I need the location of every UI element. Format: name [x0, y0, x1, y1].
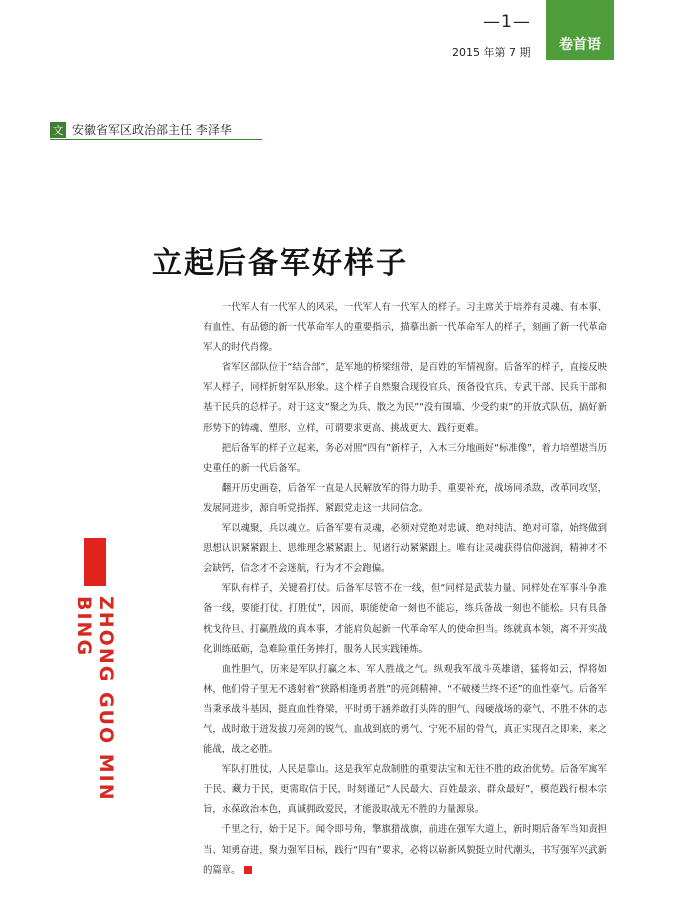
- paragraph: 省军区部队位于“结合部”，是军地的桥梁纽带，是百姓的军情视窗。后备军的样子，直接反映军人样子，同样折射军队形象。这个样子自然聚合现役官兵、预备役官兵、专武干部、民兵干部和基干民兵的总样子。对于这支“聚之为兵、散之为民”“没有围墙、少受约束”的开放式队伍，搞好新形势下的铸魂、塑形、立样，可谓要求更高、挑战更大、践行更难。: [203, 362, 607, 434]
- paragraph: 一代军人有一代军人的风采，一代军人有一代军人的样子。习主席关于培养有灵魂、有本事、有血性、有品德的新一代革命军人的重要指示，描摹出新一代革命军人的样子，刻画了新一代革命军人的时代肖像。: [203, 302, 607, 354]
- side-red-block: [84, 538, 106, 586]
- paragraph: 军以魂聚，兵以魂立。后备军要有灵魂，必须对党绝对忠诚、绝对纯洁、绝对可靠，始终做到思想认识紧紧跟上、思维理念紧紧跟上、见诸行动紧紧跟上。唯有让灵魂获得信仰滋润，精神才不会缺钙，信念才不会迷航，行为才不会跑偏。: [203, 523, 607, 575]
- column-label: 卷首语: [559, 37, 601, 53]
- paragraph-text: 千里之行，始于足下。闻令即号角，擎旗猎战旗，前进在强军大道上，新时期后备军当知责担当、知勇奋进，聚力强军目标，践行“四有”要求，必将以崭新风貌挺立时代潮头，书写强军兴武新的篇章。: [203, 824, 607, 876]
- page-number: —1—: [483, 12, 531, 32]
- paragraph-last: [203, 820, 607, 880]
- paragraph: 把后备军的样子立起来，务必对照“四有”新样子，入木三分地画好“标准像”，着力培塑堪当历史重任的新一代后备军。: [203, 442, 607, 474]
- article-body: [203, 298, 607, 881]
- paragraph: 血性胆气，历来是军队打赢之本、军人胜战之气。纵观我军战斗英雄谱，猛将如云，悍将如林，他们骨子里无不透射着“狭路相逢勇者胜”的亮剑精神、“不破楼兰终不还”的血性豪气。后备军当秉承战斗基因，挺直血性脊梁，平时勇于涵养敢打头阵的胆气、闯硬战场的豪气、不胜不休的志气，战时敢于迸发拔刀亮剑的锐气、血战到底的勇气、宁死不屈的骨气，真正实现召之即来，来之能战，战之必胜。: [203, 663, 607, 756]
- magazine-side-label: [73, 538, 117, 840]
- paragraph: 翻开历史画卷，后备军一直是人民解放军的得力助手、重要补充，战场同杀敌，改革同攻坚，发展同进步，源自听党指挥、紧跟党走这一共同信念。: [203, 482, 607, 514]
- column-tab: [546, 0, 614, 60]
- author-mark-icon: 文: [50, 122, 66, 138]
- end-mark-icon: [244, 866, 252, 874]
- paragraph: 军队打胜仗，人民是靠山。这是我军克敌制胜的重要法宝和无往不胜的政治优势。后备军寓军于民、藏力于民，更需取信于民，时刻谨记“人民最大、百姓最亲、群众最好”，模范践行根本宗旨，永葆政治本色，真诚拥政爱民，才能汲取战无不胜的力量源泉。: [203, 764, 607, 816]
- author-byline: 安徽省军区政治部主任 李泽华: [72, 123, 232, 137]
- author-divider: [50, 139, 262, 140]
- magazine-name: ZHONG GUO MIN BING: [73, 596, 117, 802]
- issue-label: 2015 年第 7 期: [452, 46, 531, 59]
- paragraph: 军队有样子，关键看打仗。后备军尽管不在一线，但“同样是武装力量、同样处在军事斗争准备一线，要能打仗、打胜仗”，因而，职能使命一刻也不能忘，练兵备战一刻也不能松。只有具备枕戈待旦、打赢胜战的真本事，才能肩负起新一代革命军人的使命担当。练就真本领，离不开实战化训练砥砺，急难险重任务摔打，服务人民实践锤炼。: [203, 583, 607, 655]
- author-bar: [50, 121, 232, 138]
- article-title: 立起后备军好样子: [152, 246, 408, 282]
